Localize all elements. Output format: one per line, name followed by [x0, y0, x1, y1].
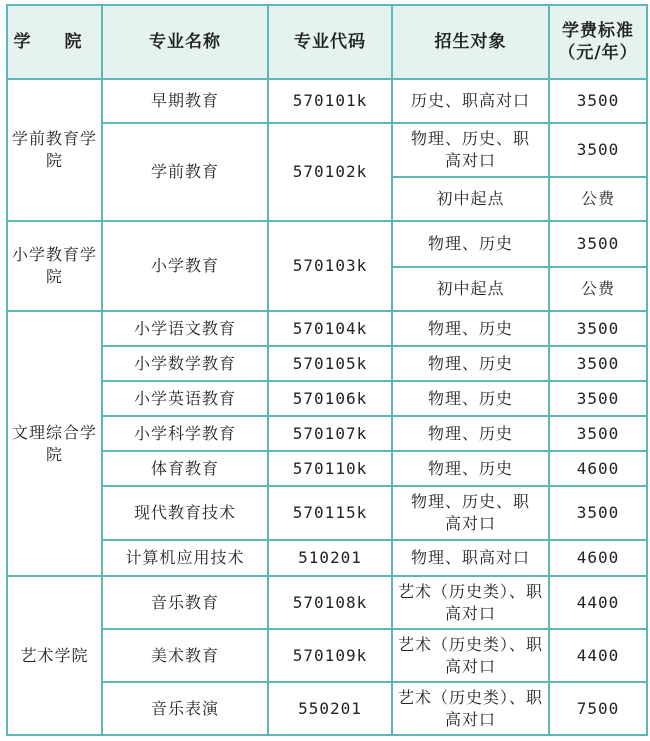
table-row: [7, 416, 647, 451]
tuition-fee: 3500: [549, 346, 647, 381]
header-fee-line2: （元/年）: [558, 43, 638, 63]
table-row: [7, 221, 647, 267]
major-name: 体育教育: [102, 451, 268, 486]
tuition-fee: 4400: [549, 576, 647, 629]
major-code: 570107k: [268, 416, 392, 451]
table-row: [7, 486, 647, 540]
major-name: 小学语文教育: [102, 311, 268, 346]
tuition-fee: 4400: [549, 629, 647, 682]
major-code: 510201: [268, 540, 392, 576]
college-cell: 学前教育学院: [7, 79, 102, 221]
tuition-fee: 公费: [549, 177, 647, 221]
major-name: 小学科学教育: [102, 416, 268, 451]
enroll-target: 物理、职高对口: [392, 540, 549, 576]
table-row: [7, 311, 647, 346]
major-name: 早期教育: [102, 79, 268, 123]
tuition-fee: 3500: [549, 311, 647, 346]
enroll-target: 物理、历史: [392, 451, 549, 486]
tuition-fee: 3500: [549, 221, 647, 267]
major-code: 570106k: [268, 381, 392, 416]
header-row: [7, 5, 647, 79]
table-row: [7, 682, 647, 735]
college-cell: 小学教育学院: [7, 221, 102, 311]
enroll-target: 物理、历史: [392, 221, 549, 267]
major-name: 计算机应用技术: [102, 540, 268, 576]
tuition-fee: 3500: [549, 486, 647, 540]
major-code: 570110k: [268, 451, 392, 486]
header-fee-line1: 学费标准: [562, 21, 634, 41]
table-row: [7, 451, 647, 486]
table-row: [7, 79, 647, 123]
major-name: 美术教育: [102, 629, 268, 682]
enroll-target: 物理、历史: [392, 381, 549, 416]
enroll-target: 艺术（历史类）、职高对口: [392, 682, 549, 735]
header-major: 专业名称: [102, 5, 268, 79]
college-cell: 艺术学院: [7, 576, 102, 735]
enroll-target: 艺术（历史类）、职高对口: [392, 576, 549, 629]
major-code: 570108k: [268, 576, 392, 629]
table-row: [7, 540, 647, 576]
enroll-target: 物理、历史: [392, 346, 549, 381]
header-fee: [549, 5, 647, 79]
table-row: [7, 381, 647, 416]
major-code: 570109k: [268, 629, 392, 682]
header-code: 专业代码: [268, 5, 392, 79]
enroll-target: 物理、历史: [392, 311, 549, 346]
table-row: [7, 576, 647, 629]
major-name: 现代教育技术: [102, 486, 268, 540]
major-code: 550201: [268, 682, 392, 735]
tuition-fee: 公费: [549, 267, 647, 311]
major-name: 小学英语教育: [102, 381, 268, 416]
tuition-fee: 4600: [549, 451, 647, 486]
enroll-target: 物理、历史、职高对口: [392, 123, 549, 177]
major-name: 音乐教育: [102, 576, 268, 629]
major-name: 音乐表演: [102, 682, 268, 735]
major-name: 学前教育: [102, 123, 268, 221]
enroll-target: 物理、历史: [392, 416, 549, 451]
tuition-fee: 3500: [549, 416, 647, 451]
major-code: 570104k: [268, 311, 392, 346]
major-code: 570115k: [268, 486, 392, 540]
enroll-target: 初中起点: [392, 267, 549, 311]
major-code: 570101k: [268, 79, 392, 123]
major-name: 小学数学教育: [102, 346, 268, 381]
major-code: 570103k: [268, 221, 392, 311]
header-target: 招生对象: [392, 5, 549, 79]
enroll-target: 艺术（历史类）、职高对口: [392, 629, 549, 682]
enroll-target: 初中起点: [392, 177, 549, 221]
major-name: 小学教育: [102, 221, 268, 311]
enroll-target: 历史、职高对口: [392, 79, 549, 123]
table-row: [7, 346, 647, 381]
header-college: 学 院: [7, 5, 102, 79]
table-row: [7, 123, 647, 177]
tuition-fee: 7500: [549, 682, 647, 735]
tuition-fee: 4600: [549, 540, 647, 576]
tuition-fee: 3500: [549, 79, 647, 123]
tuition-fee: 3500: [549, 381, 647, 416]
enroll-target: 物理、历史、职高对口: [392, 486, 549, 540]
college-cell: 文理综合学院: [7, 311, 102, 576]
major-code: 570102k: [268, 123, 392, 221]
major-code: 570105k: [268, 346, 392, 381]
table-row: [7, 629, 647, 682]
admissions-table: [6, 4, 648, 736]
tuition-fee: 3500: [549, 123, 647, 177]
